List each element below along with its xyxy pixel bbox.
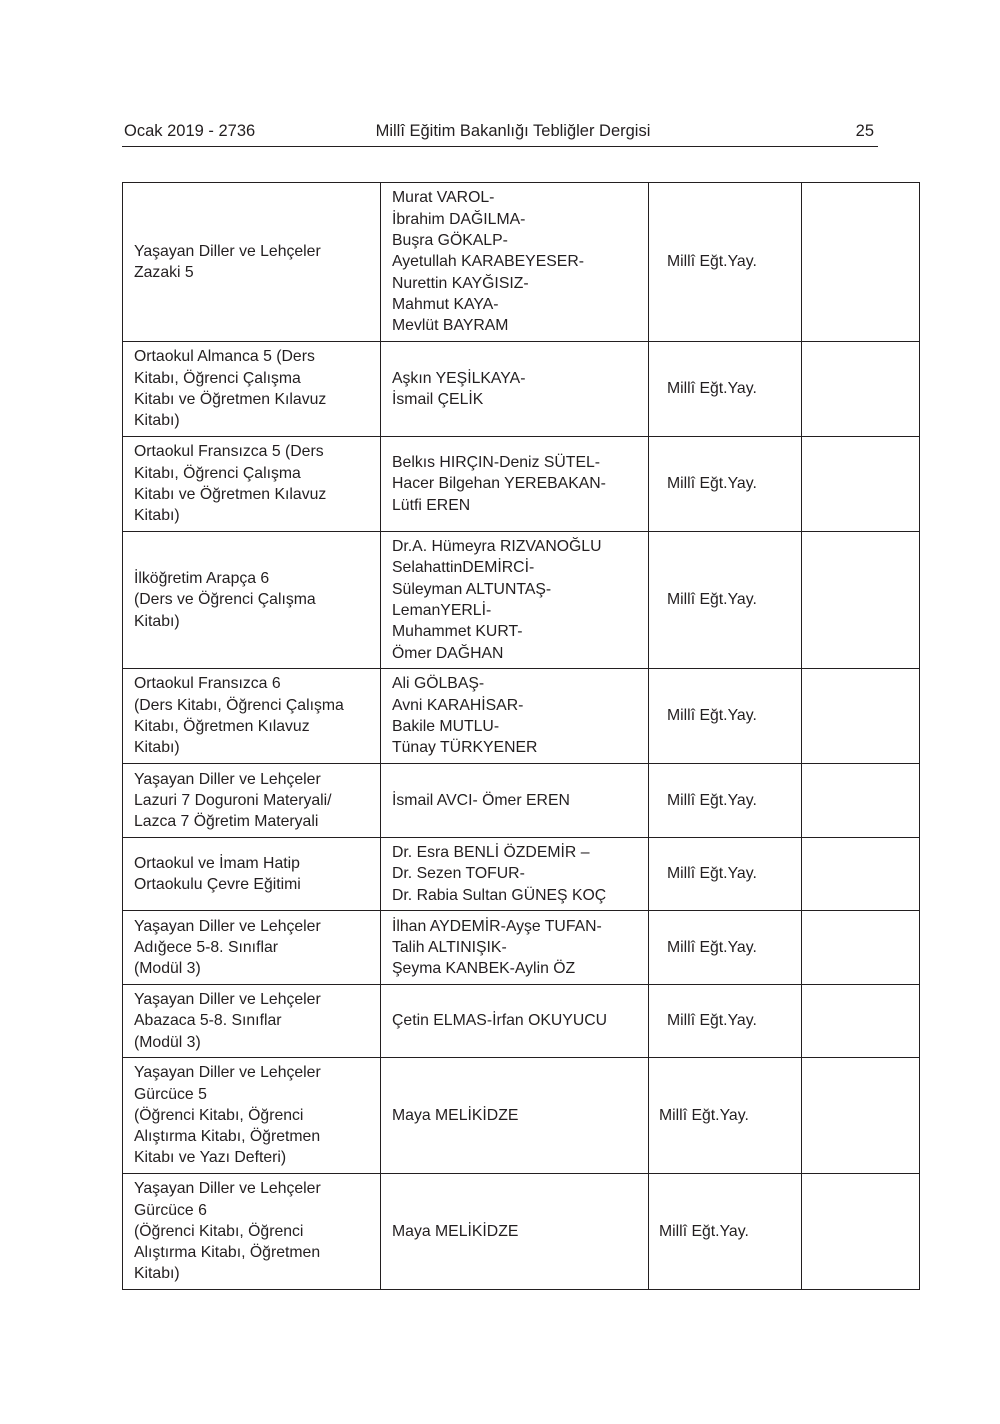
book-title-line: Kitabı) [134, 739, 180, 757]
publisher-cell: Millî Eğt.Yay. [649, 838, 802, 911]
author-line: Belkıs HIRÇIN-Deniz SÜTEL- [392, 454, 601, 472]
book-title-line: Gürcüce 5 [134, 1085, 207, 1103]
table-row [123, 985, 920, 1058]
book-title-line: Kitabı) [134, 612, 180, 630]
book-title-line: Lazuri 7 Doguroni Materyali/ [134, 791, 332, 809]
page-number: 25 [855, 122, 874, 140]
book-title-cell [123, 437, 381, 532]
book-title-line: Yaşayan Diller ve Lehçeler [134, 991, 321, 1009]
book-title-line: (Öğrenci Kitabı, Öğrenci [134, 1222, 304, 1240]
book-title-line: Kitabı) [134, 1265, 180, 1283]
empty-note-cell [802, 342, 920, 437]
book-title-line: Adığece 5-8. Sınıflar [134, 938, 279, 956]
authors-cell [381, 532, 649, 669]
book-title-line: Kitabı ve Yazı Defteri) [134, 1149, 287, 1167]
author-line: Buşra GÖKALP- [392, 232, 508, 250]
book-title-line: Yaşayan Diller ve Lehçeler [134, 917, 321, 935]
book-title-line: Kitabı, Öğrenci Çalışma [134, 369, 301, 387]
empty-note-cell [802, 183, 920, 342]
book-title-line: İlköğretim Arapça 6 [134, 570, 270, 588]
author-line: Ali GÖLBAŞ- [392, 675, 485, 693]
book-title-cell [123, 183, 381, 342]
empty-note-cell [802, 1058, 920, 1174]
author-line: Tünay TÜRKYENER [392, 739, 538, 757]
author-line: Ayetullah KARABEYESER- [392, 253, 584, 271]
table-row [123, 183, 920, 342]
book-title-cell [123, 1174, 381, 1290]
publisher-cell: Millî Eğt.Yay. [649, 183, 802, 342]
book-title-line: Yaşayan Diller ve Lehçeler [134, 770, 321, 788]
book-title-line: (Modül 3) [134, 960, 201, 978]
book-title-line: Kitabı) [134, 412, 180, 430]
authors-cell [381, 183, 649, 342]
table-row [123, 764, 920, 838]
publisher-cell: Millî Eğt.Yay. [649, 1058, 802, 1174]
book-title-line: Kitabı, Öğretmen Kılavuz [134, 718, 310, 735]
empty-note-cell [802, 1174, 920, 1290]
author-line: Muhammet KURT- [392, 623, 523, 641]
publisher-cell: Millî Eğt.Yay. [649, 342, 802, 437]
book-title-line: Abazaca 5-8. Sınıflar [134, 1012, 282, 1030]
author-line: LemanYERLİ- [392, 602, 492, 619]
authors-cell [381, 669, 649, 764]
book-list-table [122, 182, 920, 1290]
book-title-cell [123, 532, 381, 669]
author-line: Nurettin KAYĞISIZ- [392, 274, 529, 292]
book-title-line: Kitabı, Öğrenci Çalışma [134, 464, 301, 482]
author-line: İlhan AYDEMİR-Ayşe TUFAN- [392, 917, 602, 935]
authors-cell [381, 838, 649, 911]
authors-cell [381, 1174, 649, 1290]
book-title-line: Lazca 7 Öğretim Materyali [134, 813, 319, 831]
author-line: Mahmut KAYA- [392, 295, 499, 313]
book-title-cell [123, 669, 381, 764]
book-title-line: Kitabı ve Öğretmen Kılavuz [134, 486, 327, 503]
book-title-cell [123, 985, 381, 1058]
empty-note-cell [802, 532, 920, 669]
book-title-line: Yaşayan Diller ve Lehçeler [134, 242, 321, 260]
author-line: Avni KARAHİSAR- [392, 696, 524, 714]
table-row [123, 911, 920, 985]
author-line: Dr.A. Hümeyra RIZVANOĞLU [392, 538, 602, 556]
book-title-cell [123, 1058, 381, 1174]
author-line: İbrahim DAĞILMA- [392, 210, 526, 228]
publisher-cell: Millî Eğt.Yay. [649, 764, 802, 838]
page-header [122, 120, 878, 147]
publisher-cell: Millî Eğt.Yay. [649, 532, 802, 669]
author-line: İsmail ÇELİK [392, 391, 484, 408]
author-line: İsmail AVCI- Ömer EREN [392, 791, 570, 809]
table-row [123, 342, 920, 437]
authors-cell [381, 437, 649, 532]
author-line: Süleyman ALTUNTAŞ- [392, 580, 552, 598]
author-line: Talih ALTINIŞIK- [392, 938, 507, 956]
book-title-cell [123, 764, 381, 838]
author-line: Dr. Sezen TOFUR- [392, 865, 525, 883]
author-line: Aşkın YEŞİLKAYA- [392, 369, 526, 387]
author-line: SelahattinDEMİRCİ- [392, 559, 535, 577]
authors-cell [381, 764, 649, 838]
empty-note-cell [802, 911, 920, 985]
table-row [123, 669, 920, 764]
empty-note-cell [802, 838, 920, 911]
publisher-cell: Millî Eğt.Yay. [649, 985, 802, 1058]
empty-note-cell [802, 437, 920, 532]
author-line: Maya MELİKİDZE [392, 1222, 519, 1240]
book-title-cell [123, 911, 381, 985]
publisher-cell: Millî Eğt.Yay. [649, 1174, 802, 1290]
book-title-line: Ortaokul Almanca 5 (Ders [134, 348, 315, 366]
book-title-line: Alıştırma Kitabı, Öğretmen [134, 1244, 321, 1262]
book-title-line: (Ders Kitabı, Öğrenci Çalışma [134, 696, 344, 714]
book-title-line: Ortaokulu Çevre Eğitimi [134, 876, 301, 893]
table-row [123, 437, 920, 532]
author-line: Murat VAROL- [392, 189, 495, 207]
book-title-cell [123, 342, 381, 437]
book-title-line: Ortaokul ve İmam Hatip [134, 854, 300, 872]
table-row [123, 1058, 920, 1174]
book-title-line: Gürcüce 6 [134, 1201, 207, 1219]
authors-cell [381, 985, 649, 1058]
author-line: Dr. Esra BENLİ ÖZDEMİR – [392, 844, 590, 862]
issue-label: Ocak 2019 - 2736 [124, 122, 256, 140]
author-line: Çetin ELMAS-İrfan OKUYUCU [392, 1012, 608, 1030]
table-row [123, 838, 920, 911]
book-title-line: (Ders ve Öğrenci Çalışma [134, 591, 316, 609]
publisher-cell: Millî Eğt.Yay. [649, 437, 802, 532]
book-title-line: Zazaki 5 [134, 264, 194, 281]
book-title-line: Yaşayan Diller ve Lehçeler [134, 1180, 321, 1198]
book-title-line: Kitabı ve Öğretmen Kılavuz [134, 391, 327, 408]
author-line: Bakile MUTLU- [392, 718, 500, 735]
table-row [123, 532, 920, 669]
author-line: Şeyma KANBEK-Aylin ÖZ [392, 960, 576, 978]
empty-note-cell [802, 669, 920, 764]
table-row [123, 1174, 920, 1290]
book-title-line: Alıştırma Kitabı, Öğretmen [134, 1128, 321, 1146]
author-line: Hacer Bilgehan YEREBAKAN- [392, 475, 606, 493]
authors-cell [381, 1058, 649, 1174]
empty-note-cell [802, 764, 920, 838]
author-line: Maya MELİKİDZE [392, 1106, 519, 1124]
book-title-line: (Öğrenci Kitabı, Öğrenci [134, 1106, 304, 1124]
journal-title: Millî Eğitim Bakanlığı Tebliğler Dergisi [375, 122, 651, 140]
book-title-line: Yaşayan Diller ve Lehçeler [134, 1064, 321, 1082]
author-line: Mevlüt BAYRAM [392, 317, 509, 335]
book-title-line: (Modül 3) [134, 1033, 201, 1051]
author-line: Dr. Rabia Sultan GÜNEŞ KOÇ [392, 886, 607, 904]
book-title-line: Kitabı) [134, 507, 180, 525]
authors-cell [381, 911, 649, 985]
publisher-cell: Millî Eğt.Yay. [649, 911, 802, 985]
author-line: Lütfi EREN [392, 496, 471, 514]
empty-note-cell [802, 985, 920, 1058]
author-line: Ömer DAĞHAN [392, 644, 504, 662]
publisher-cell: Millî Eğt.Yay. [649, 669, 802, 764]
book-title-cell [123, 838, 381, 911]
book-title-line: Ortaokul Fransızca 6 [134, 675, 281, 693]
authors-cell [381, 342, 649, 437]
book-title-line: Ortaokul Fransızca 5 (Ders [134, 443, 324, 461]
